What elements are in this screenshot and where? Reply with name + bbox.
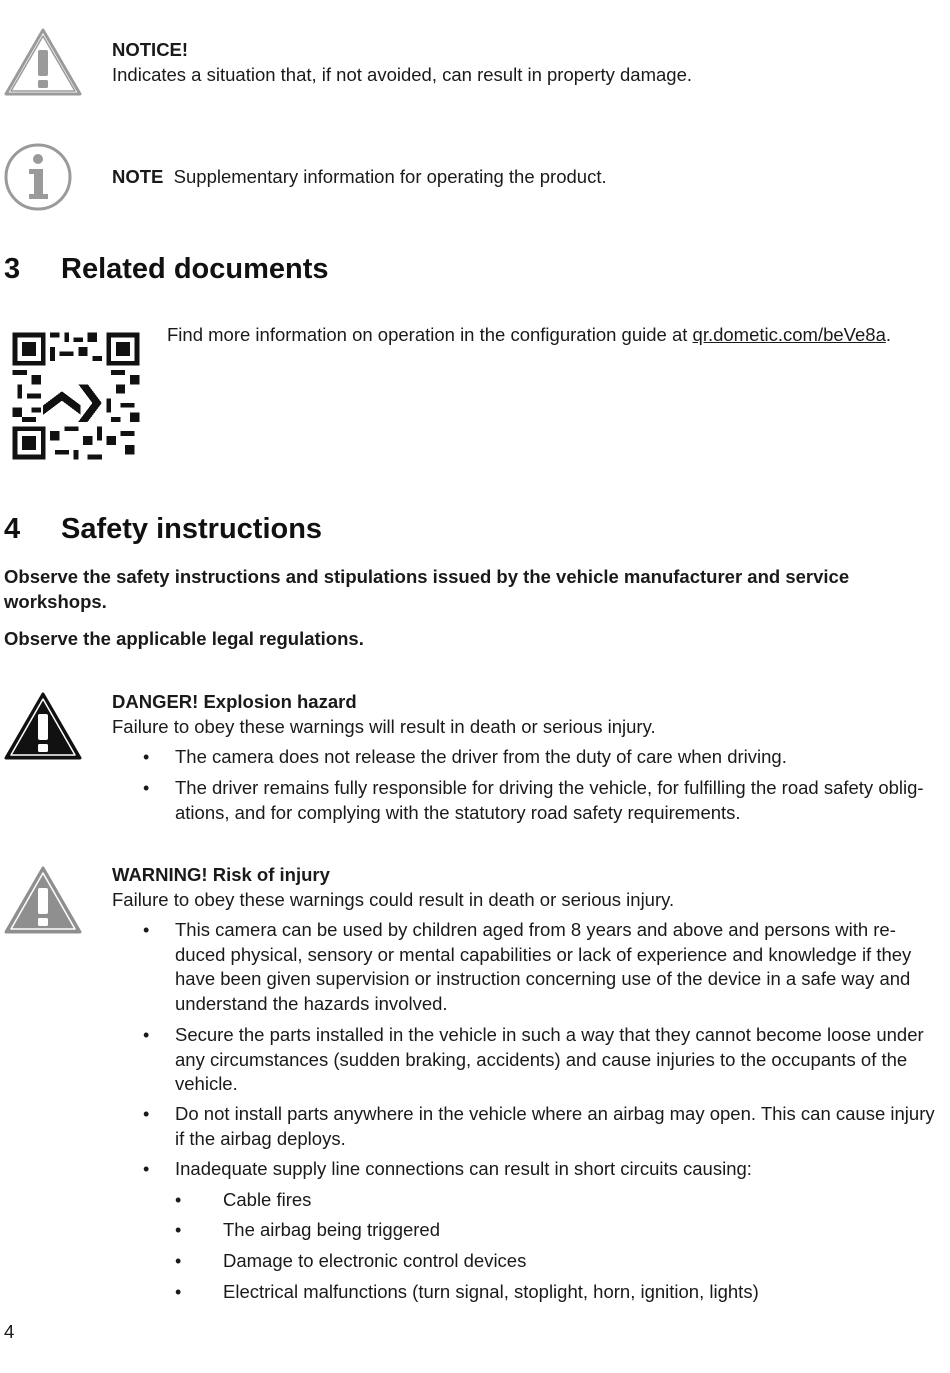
config-guide-link[interactable]: qr.dometic.com/beVe8a	[692, 324, 886, 345]
warning-sub-bullet-3: Damage to electronic control devices	[223, 1250, 527, 1271]
danger-triangle-icon	[3, 690, 83, 762]
warning-bullet-2: Secure the parts installed in the vehicle in such a way that they cannot become loose under any circumstances (sudden braking, accidents) and cause injuries to the occupants of the vehicle.	[175, 1024, 924, 1094]
notice-title: NOTICE!	[112, 39, 189, 60]
warning-sub-bullet-2: The airbag being triggered	[223, 1219, 441, 1240]
section3-number: 3	[4, 253, 21, 285]
warning-bullet-3: Do not install parts anywhere in the vehicle where an airbag may open. This can cause injury if the airbag deploys.	[175, 1103, 935, 1149]
bullet-icon: •	[143, 920, 150, 940]
section4-intro2: Observe the applicable legal regulations.	[4, 628, 364, 649]
warning-subtitle: Failure to obey these warnings could result in death or serious injury.	[112, 889, 675, 910]
note-text: Supplementary information for operating the product.	[173, 166, 607, 187]
note-line	[112, 165, 607, 190]
page-number: 4	[4, 1321, 15, 1342]
section4-title: Safety instructions	[61, 513, 323, 545]
info-icon	[3, 142, 73, 212]
section3-after-link: .	[885, 324, 892, 345]
section3-title: Related documents	[61, 253, 329, 285]
warning-bullet-4: Inadequate supply line connections can result in short circuits causing:	[175, 1158, 752, 1179]
bullet-icon: •	[143, 1104, 150, 1124]
warning-triangle-icon	[3, 864, 83, 936]
bullet-icon: •	[143, 778, 150, 798]
danger-bullet-2: The driver remains fully responsible for driving the vehicle, for fulfilling the road safety oblig- ations, and for complying with the statutory road safety requirements.	[175, 777, 924, 823]
section4-intro1: Observe the safety instructions and stipulations issued by the vehicle manufacturer and service workshops.	[4, 566, 850, 612]
bullet-icon: •	[175, 1220, 182, 1240]
warning-title: WARNING! Risk of injury	[112, 864, 330, 885]
bullet-icon: •	[175, 1251, 182, 1271]
section4-number: 4	[4, 513, 21, 545]
bullet-icon: •	[175, 1282, 182, 1302]
warning-sub-bullet-1: Cable fires	[223, 1189, 312, 1210]
danger-subtitle: Failure to obey these warnings will result in death or serious injury.	[112, 716, 656, 737]
section3-text: Find more information on operation in the configuration guide at	[167, 324, 688, 345]
warning-bullet-1: This camera can be used by children aged from 8 years and above and persons with re- duced physical, sensory or mental capabilities or lack of experience and knowledge if they have been given supervision or instruction concerning use of the device in a safe way and understand the hazards involved.	[175, 919, 912, 1014]
danger-bullet-1: The camera does not release the driver from the duty of care when driving.	[175, 746, 787, 767]
notice-text: Indicates a situation that, if not avoided, can result in property damage.	[112, 64, 693, 85]
bullet-icon: •	[143, 1159, 150, 1179]
danger-title: DANGER! Explosion hazard	[112, 691, 357, 712]
bullet-icon: •	[175, 1190, 182, 1210]
bullet-icon: •	[143, 1025, 150, 1045]
section3-text-line	[167, 323, 891, 348]
qr-code-icon	[8, 328, 144, 464]
bullet-icon: •	[143, 747, 150, 767]
warning-triangle-outline-icon	[3, 26, 83, 98]
note-label: NOTE	[112, 166, 164, 187]
warning-sub-bullet-4: Electrical malfunctions (turn signal, stoplight, horn, ignition, lights)	[223, 1281, 759, 1302]
